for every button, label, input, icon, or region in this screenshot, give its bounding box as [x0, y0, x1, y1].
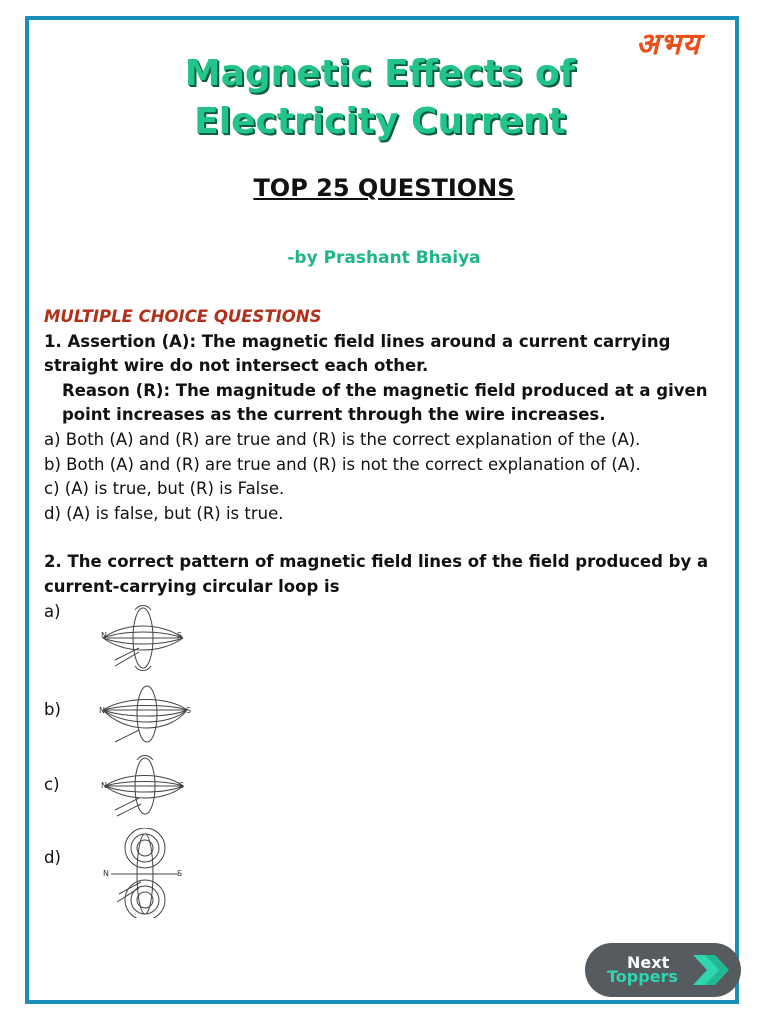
q1-option-c: c) (A) is true, but (R) is False. [44, 479, 285, 499]
q1-option-a: a) Both (A) and (R) are true and (R) is the correct explanation of the (A). [44, 429, 641, 449]
double-arrow-icon [691, 953, 731, 987]
badge-line1: Next [627, 953, 670, 972]
pole-s-b: S [186, 706, 192, 715]
q2-option-b-label: b) [44, 700, 61, 719]
q1-option-d: d) (A) is false, but (R) is true. [44, 503, 284, 523]
page-title: Magnetic Effects of Electricity Current [184, 53, 576, 142]
q2-option-a-label: a) [44, 602, 61, 621]
pole-n-a: N [101, 631, 107, 640]
pole-n-d: N [103, 869, 109, 878]
q2-option-c-label: c) [44, 775, 60, 794]
section-heading: MULTIPLE CHOICE QUESTIONS [44, 307, 322, 326]
pole-s-c: S [179, 781, 185, 790]
pole-n-b: N [99, 706, 105, 715]
author-byline: -by Prashant Bhaiya [287, 248, 481, 268]
q2-stem: 2. The correct pattern of magnetic field lines of the field produced by a current-carrying circular loop is [44, 552, 709, 596]
field-diagram-b [95, 680, 191, 750]
badge-line2: Toppers [607, 967, 678, 986]
question-content [44, 305, 734, 600]
q1-reason: Reason (R): The magnitude of the magnetic field produced at a given point increases as the current through the wire increases. [62, 380, 708, 425]
q2-option-d-label: d) [44, 848, 61, 867]
q1-option-b: b) Both (A) and (R) are true and (R) is not the correct explanation of (A). [44, 454, 641, 474]
pole-n-c: N [101, 781, 107, 790]
next-toppers-badge [585, 943, 741, 997]
pole-s-a: S [177, 631, 183, 640]
field-diagram-c [95, 752, 191, 820]
brand-logo: अभय [636, 27, 701, 62]
q1-assertion: 1. Assertion (A): The magnetic field lines around a current carrying straight wire do not intersect each other. [44, 331, 671, 376]
page-subtitle: TOP 25 QUESTIONS [253, 174, 515, 202]
pole-s-d: S [177, 869, 183, 878]
